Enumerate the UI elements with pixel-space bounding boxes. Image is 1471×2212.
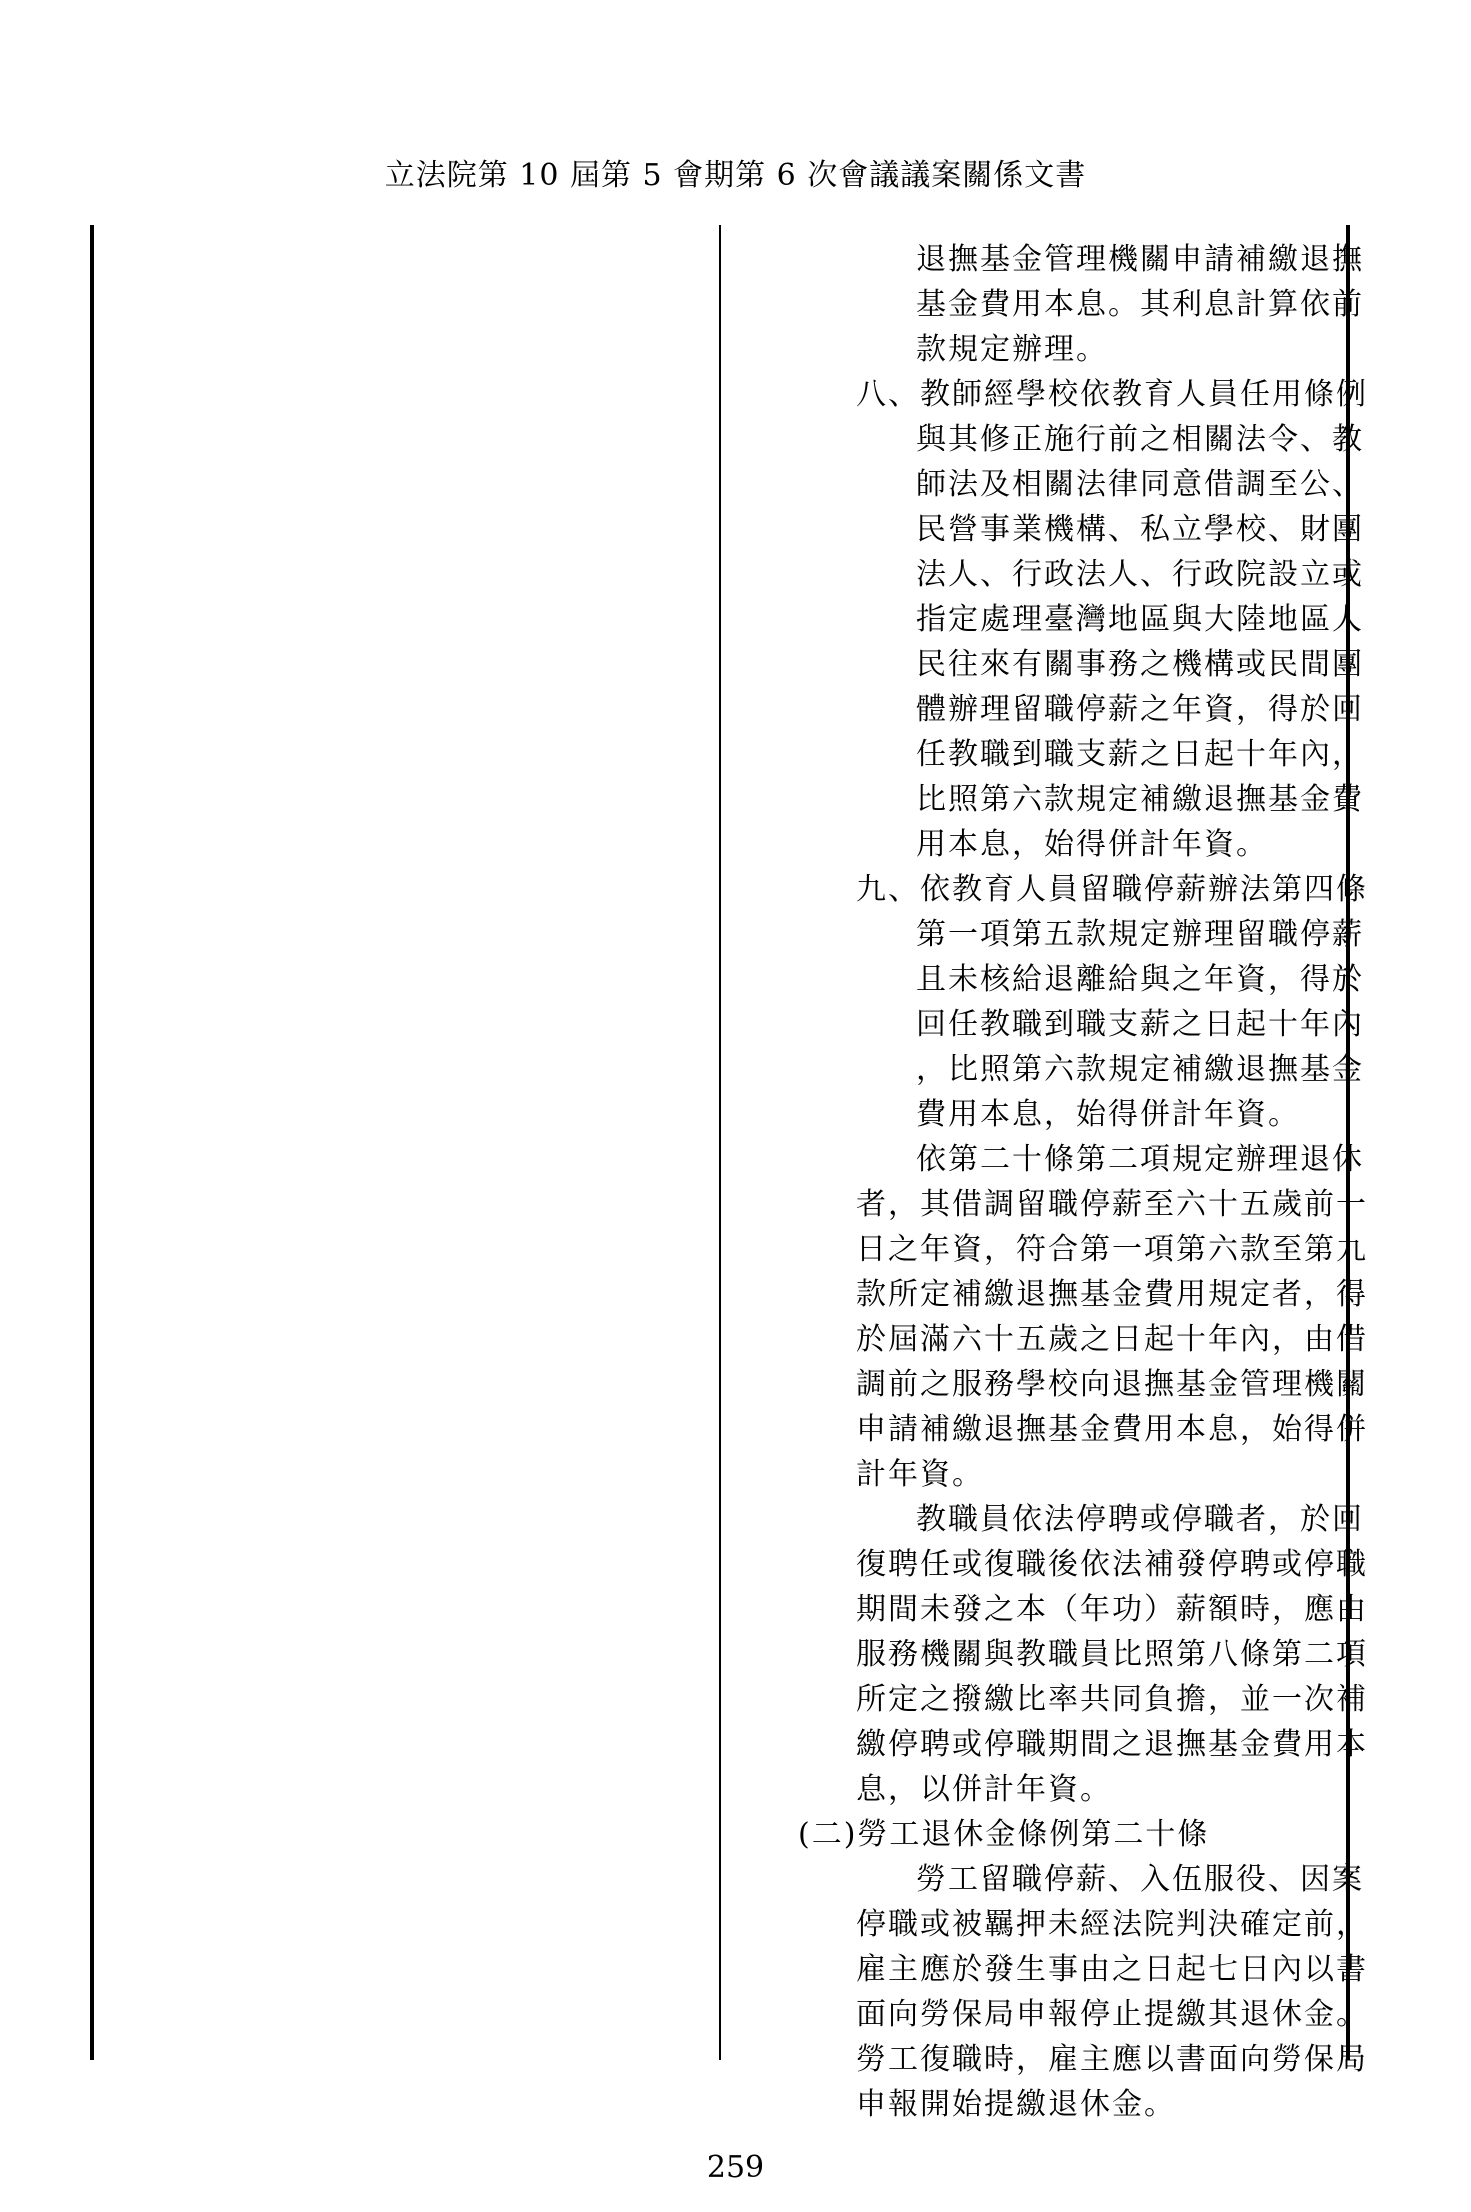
text-line: 比照第六款規定補繳退撫基金費 (916, 782, 1364, 817)
text-line: 款所定補繳退撫基金費用規定者，得 (856, 1277, 1368, 1312)
text-line: 民往來有關事務之機構或民間團 (916, 647, 1364, 682)
text-line: 第一項第五款規定辦理留職停薪 (916, 917, 1364, 952)
text-line: 九、依教育人員留職停薪辦法第四條 (856, 872, 1368, 907)
page-number: 259 (706, 2150, 765, 2185)
text-line: 體辦理留職停薪之年資，得於回 (916, 692, 1364, 727)
column-divider-line (719, 225, 721, 2060)
text-line: 停職或被羈押未經法院判決確定前， (856, 1907, 1368, 1942)
text-line: 且未核給退離給與之年資，得於 (916, 962, 1364, 997)
text-line: 息，以併計年資。 (856, 1772, 1112, 1807)
text-line: 法人、行政法人、行政院設立或 (916, 557, 1364, 592)
text-line: 復聘任或復職後依法補發停聘或停職 (856, 1547, 1368, 1582)
text-line: 繳停聘或停職期間之退撫基金費用本 (856, 1727, 1368, 1762)
text-line: 服務機關與教職員比照第八條第二項 (856, 1637, 1368, 1672)
text-line: 民營事業機構、私立學校、財團 (916, 512, 1364, 547)
text-line: 款規定辦理。 (916, 332, 1108, 367)
text-line: 勞工復職時，雇主應以書面向勞保局 (856, 2042, 1368, 2077)
text-line: 退撫基金管理機關申請補繳退撫 (916, 242, 1364, 277)
text-line: 八、教師經學校依教育人員任用條例 (856, 377, 1368, 412)
text-line: 與其修正施行前之相關法令、教 (916, 422, 1364, 457)
text-line: 申報開始提繳退休金。 (856, 2087, 1176, 2122)
text-line: 面向勞保局申報停止提繳其退休金。 (856, 1997, 1368, 2032)
text-line: 費用本息，始得併計年資。 (916, 1097, 1300, 1132)
text-line: 期間未發之本（年功）薪額時，應由 (856, 1592, 1368, 1627)
text-line: 者，其借調留職停薪至六十五歲前一 (856, 1187, 1368, 1222)
text-line: 調前之服務學校向退撫基金管理機關 (856, 1367, 1368, 1402)
text-line: 回任教職到職支薪之日起十年內 (916, 1007, 1364, 1042)
text-line: 師法及相關法律同意借調至公、 (916, 467, 1364, 502)
text-line: 依第二十條第二項規定辦理退休 (916, 1142, 1364, 1177)
text-line: 基金費用本息。其利息計算依前 (916, 287, 1364, 322)
text-line: 指定處理臺灣地區與大陸地區人 (916, 602, 1364, 637)
text-line: 勞工留職停薪、入伍服役、因案 (916, 1862, 1364, 1897)
text-line: 日之年資，符合第一項第六款至第九 (856, 1232, 1368, 1267)
text-line: 所定之撥繳比率共同負擔，並一次補 (856, 1682, 1368, 1717)
text-line: 任教職到職支薪之日起十年內， (916, 737, 1364, 772)
text-line: 申請補繳退撫基金費用本息，始得併 (856, 1412, 1368, 1447)
text-line: ，比照第六款規定補繳退撫基金 (916, 1052, 1364, 1087)
text-line: 計年資。 (856, 1457, 984, 1492)
text-line: 於屆滿六十五歲之日起十年內，由借 (856, 1322, 1368, 1357)
document-header: 立法院第 10 屆第 5 會期第 6 次會議議案關係文書 (384, 158, 1087, 193)
text-line: 教職員依法停聘或停職者，於回 (916, 1502, 1364, 1537)
text-line: 雇主應於發生事由之日起七日內以書 (856, 1952, 1368, 1987)
section-heading: (二)勞工退休金條例第二十條 (798, 1817, 1210, 1852)
text-line: 用本息，始得併計年資。 (916, 827, 1268, 862)
left-border-line (90, 225, 94, 2060)
